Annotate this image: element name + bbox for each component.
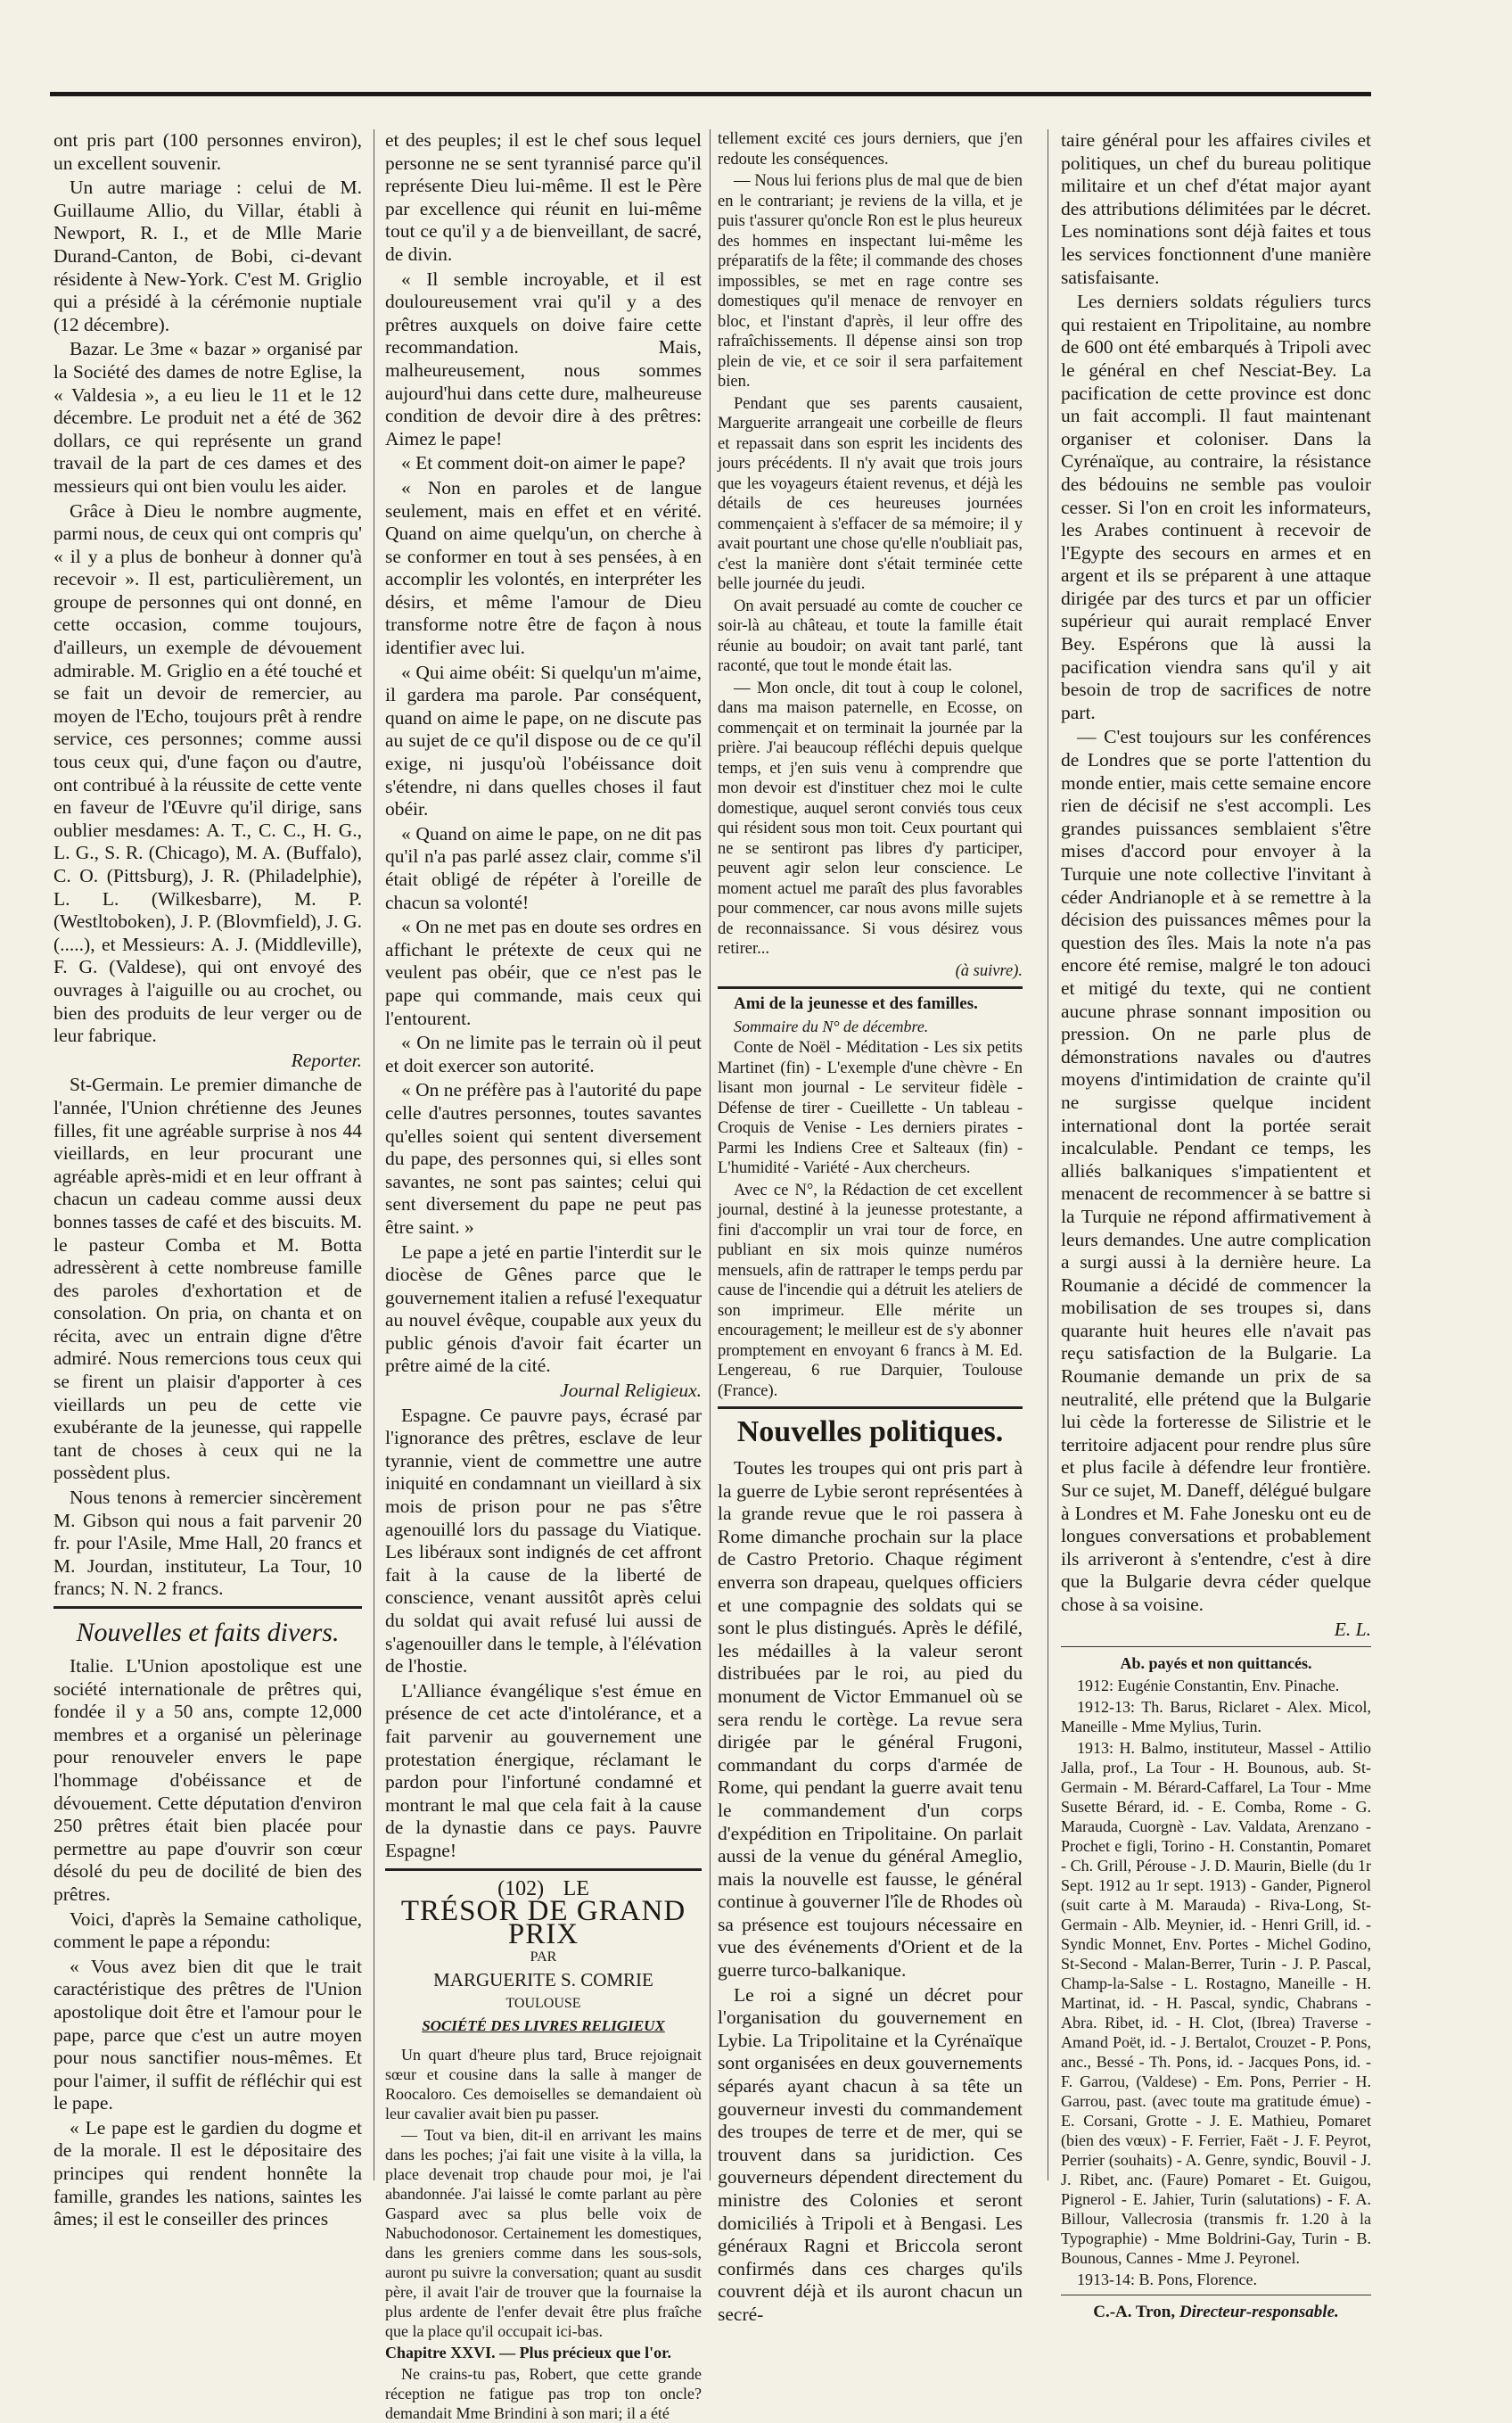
director-role: Directeur-responsable. xyxy=(1179,2302,1339,2321)
feuilleton-header xyxy=(385,1878,702,2038)
feuilleton-city: TOULOUSE xyxy=(505,1995,581,2011)
paragraph: Un quart d'heure plus tard, Bruce rejoignait sœur et cousine dans la salle à manger de Roocaloro. Ces demoiselles se demandaient où leur cavalier avait bien pu passer. xyxy=(385,2045,702,2122)
feuilleton-article: LE xyxy=(563,1876,589,1900)
column-4 xyxy=(1061,129,1371,2321)
feuilleton-number: (102) xyxy=(497,1876,545,1900)
paragraph: Pendant que ses parents causaient, Marguerite arrangeait une corbeille de fleurs et repassait dans son esprit les incidents des jours précédents. Il n'y avait que trois jours que les voyageurs étaient revenus, et déjà les détails de ces heureuses journées commençaient à s'effacer de sa mémoire; il y avait pourtant une chose qu'elle n'oubliait pas, c'est la manière dont s'était terminée cette belle journée du jeudi. xyxy=(718,394,1023,593)
source-credit: Journal Religieux. xyxy=(560,1380,702,1402)
paragraph: et des peuples; il est le chef sous lequel personne ne se sent tyrannisé parce qu'il représente Dieu lui-même. Il est le Père par excellence qui réunit en lui-même tout ce qu'il y a de bienveillant, de sacré, de divin. xyxy=(385,129,702,265)
paragraph: — C'est toujours sur les conférences de Londres que se porte l'attention du monde entier, mais cette semaine encore rien de décisif ne s'est accompli. Les grandes puissances semblaient s'être mises d'accord pour envoyer à la Turquie une note collective l'invitant à céder Andrianople et à se remettre à la décision des puissances mêmes pour la question des îles. Mais la note n'a pas encore été remise, malgré le ton adouci et mitigé du texte, qui ne contient aucune phrase sonnant imposition ou pression. On ne parle plus de démonstrations navales ou d'autres moyens d'intimidation de crainte qu'il ne surgisse quelque incident international dont la portée serait incalculable. Pendant ce temps, les alliés balkaniques s'impatientent et menacent de recommencer à se battre si la Turquie ne répond affirmativement à leurs demandes. Une autre complication a surgi aussi à la dernière heure. La Roumanie a décidé de commencer la mobilisation de ses troupes si, dans quarante huit heures elle n'avait pas reçu satisfaction de la Bulgarie. La Roumanie demande un prix de sa neutralité, elle prétend que la Bulgarie lui cède la forteresse de Silistrie et le territoire adjacent pour rendre plus sûre et plus facile à défendre leur frontière. Sur ce sujet, M. Daneff, délégué bulgare à Londres et M. Fahe Jonesku ont eu de longues conversations et probablement ils arriveront à s'entendre, c'est à dire que la Bulgarie devra céder quelque chose à sa voisine. xyxy=(1061,726,1371,1615)
continuation-note: (à suivre). xyxy=(955,961,1023,980)
paragraph: Conte de Noël - Méditation - Les six petits Martinet (fin) - L'exemple d'une chèvre - En lisant mon journal - Le serviteur fidèle - Défense de tirer - Cueillette - Un tableau - Croquis de Venise - Les derniers pirates - Parmi les Indiens Cree et Salteaux (fin) - L'humidité - Variété - Aux chercheurs. xyxy=(718,1039,1023,1177)
paragraph: « Quand on aime le pape, on ne dit pas qu'il n'a pas parlé assez clair, comme s'il était obligé de répéter à l'oreille de chacun sa volonté! xyxy=(385,822,702,913)
director-name: C.-A. Tron, xyxy=(1093,2302,1176,2321)
signature xyxy=(1061,2301,1371,2324)
feuilleton-title: TRÉSOR DE GRAND PRIX xyxy=(400,1895,686,1950)
column-divider xyxy=(710,129,711,2180)
paragraph: ont pris part (100 personnes environ), un excellent souvenir. xyxy=(53,129,362,174)
paragraph: tellement excité ces jours derniers, que j'en redoute les conséquences. xyxy=(718,130,1023,169)
paragraph: Ne crains-tu pas, Robert, que cette grande réception ne fatigue pas trop ton oncle? demandait Mme Brindini à son mari; il a été xyxy=(385,2364,702,2422)
section-title: Nouvelles politiques. xyxy=(736,1415,1004,1448)
subscription-line: 1912-13: Th. Barus, Riclaret - Alex. Micol, Maneille - Mme Mylius, Turin. xyxy=(1061,1697,1371,1735)
column-1 xyxy=(53,129,362,2230)
paragraph: « Le pape est le gardien du dogme et de la morale. Il est le dépositaire des principes qui rendent honnête la famille, grandes les nations, saintes les âmes; il est le conseiller des princes xyxy=(53,2116,362,2230)
section-rule xyxy=(53,1606,362,1609)
paragraph: Avec ce N°, la Rédaction de cet excellent journal, destiné à la jeunesse protestante, a fini d'accomplir un vrai tour de force, en publiant en six mois quinze numéros mensuels, afin de rattraper le temps perdu par cause de l'incendie qui a détruit les ateliers de son imprimeur. Elle mérite un encouragement; le meilleur est de s'y abonner promptement en envoyant 6 francs à M. Ed. Lengereau, 6 rue Darquier, Toulouse (France). xyxy=(718,1181,1023,1400)
section-rule xyxy=(718,986,1023,989)
paragraph: « Non en paroles et de langue seulement, mais en effet et en vérité. Quand on aime quelqu'un, on cherche à se conformer en tout à ses pensées, à en accomplir les volontés, en interpréter les désirs, et même l'amour de Dieu transforme notre être de façon à nous identifier avec lui. xyxy=(385,476,702,659)
paragraph: Un autre mariage : celui de M. Guillaume Allio, du Villar, établi à Newport, R. I., et de Mlle Marie Durand-Canton, de Bobi, ci-devant résidente à New-York. C'est M. Griglio qui a présidé à la cérémonie nuptiale (12 décembre). xyxy=(53,177,362,335)
paragraph: Bazar. Le 3me « bazar » organisé par la Société des dames de notre Eglise, la « Valdesia », a eu lieu le 11 et le 12 décembre. Le produit net a été de 362 dollars, ce qui représente un grand travail de la part de ces dames et des messieurs qui ont bien voulu les aider. xyxy=(53,338,362,497)
section-title: Nouvelles et faits divers. xyxy=(76,1618,340,1647)
column-2 xyxy=(385,129,702,2422)
paragraph: St-Germain. Le premier dimanche de l'année, l'Union chrétienne des Jeunes filles, fit une agréable surprise à nos 44 vieillards, en leur procurant une agréable après-midi et en leur offrant à chacun un cadeau comme aussi deux bonnes tasses de café et des biscuits. M. le pasteur Comba et M. Botta adressèrent à cette nombreuse famille des paroles d'exhortation et de consolation. On pria, on chanta et on récita, avec un entrain digne d'être admiré. Nous remercions tous ceux qui se firent un plaisir d'apporter à ces vieillards un peu de cette vie exubérante de la jeunesse, qui rappelle tant de choses à ceux qui ne la possèdent plus. xyxy=(53,1074,362,1484)
section-rule xyxy=(718,1406,1023,1409)
paragraph: Nous tenons à remercier sincèrement M. Gibson qui nous a fait parvenir 20 fr. pour l'Asile, Mme Hall, 20 francs et M. Jourdan, instituteur, La Tour, 10 francs; N. N. 2 francs. xyxy=(53,1487,362,1600)
paragraph: « Il semble incroyable, et il est douloureusement vrai qu'il y a des prêtres auxquels on doive faire cette recommandation. Mais, malheureusement, nous sommes aujourd'hui dans cette dure, malheureuse condition de devoir dire à des prêtres: Aimez le pape! xyxy=(385,268,702,449)
paragraph: L'Alliance évangélique s'est émue en présence de cet acte d'intolérance, et a fait parvenir au gouvernement une protestation énergique, réclamant le pardon pour l'infortuné condamné et montrant le mal que cela fait à la cause de la dynastie dans ce pays. Pauvre Espagne! xyxy=(385,1679,702,1861)
column-3 xyxy=(718,129,1023,2325)
feuilleton-society: SOCIÉTÉ DES LIVRES RELIGIEUX xyxy=(422,2017,665,2035)
paragraph: Le roi a signé un décret pour l'organisation du gouvernement en Lybie. La Tripolitaine et la Cyrénaïque sont organisées en deux gouvernements séparés ayant chacun à sa tête un gouverneur investi du commandement des troupes de terre et de mer, qui se trouvent dans sa juridiction. Ces gouverneurs dépendent directement du ministre des Colonies et seront domiciliés à Tripoli et à Bengasi. Les généraux Ragni et Briccola seront confirmés dans ces charges qu'ils couvrent déjà et ils auront chacun un secré- xyxy=(718,1983,1023,2325)
paragraph: Italie. L'Union apostolique est une société internationale de prêtres qui, fondée il y a 50 ans, compte 12,000 membres et a organisé un pèlerinage pour renouveler envers le pape l'hommage d'obéissance et de dévouement. Cette députation d'environ 250 prêtres était bien placée pour permettre au pape d'ouvrir son cœur désolé du peu de docilité de bien des prêtres. xyxy=(53,1655,362,1905)
ami-subtitle: Sommaire du N° de décembre. xyxy=(734,1017,929,1035)
paragraph: « On ne met pas en doute ses ordres en affichant le prétexte de ceux qui ne veulent pas obéir, que ce n'est pas le pape qui commande, mais ceux qui l'entourent. xyxy=(385,916,702,1029)
subscription-line: 1912: Eugénie Constantin, Env. Pinache. xyxy=(1077,1676,1340,1694)
paragraph: « Qui aime obéit: Si quelqu'un m'aime, il gardera ma parole. Par conséquent, quand on aime le pape, on ne discute pas au sujet de ce qu'il dispose ou de ce qu'il exige, ni jusqu'où l'obéissance doit s'étendre, ni dans quelles choses il faut obéir. xyxy=(385,661,702,820)
subscription-line: 1913: H. Balmo, instituteur, Massel - Attilio Jalla, prof., La Tour - H. Bounous, aub. St-Germain - M. Bérard-Caffarel, La Tour - Mme Susette Bérard, id. - E. Comba, Rome - G. Marauda, Cuorgnè - Lav. Valdata, Arenzano - Prochet e figli, Torino - H. Constantin, Pomaret - Ch. Grill, Pérouse - J. D. Maurin, Bielle (du 1r Sept. 1912 au 1r sept. 1913) - Gander, Pignerol (suit carte à M. Marauda) - Riva-Long, St-Germain - Alb. Meynier, id. - Henri Grill, id. - Syndic Monnet, Env. Portes - Michel Godino, St-Second - Malan-Berrer, Turin - J. P. Pascal, Champ-la-Salse - L. Rostagno, Maneille - H. Martinat, id. - H. Pascal, syndic, Chabrans - Abra. Ribet, id. - H. Clot, (Ibrea) Traverse - Amand Poët, id. - J. Bertalot, Crouzet - P. Pons, anc., Bessé - Th. Pons, id. - Jacques Pons, id. - F. Garrou, (Valdese) - Em. Pons, Perrier - H. Garrou, past. (avec toute ma gratitude émue) - E. Corsani, Grotte - J. E. Mathieu, Pomaret (bien des vœux) - F. Ferrier, Faët - J. F. Peyrot, Perrier (souhaits) - A. Genre, syndic, Bouvil - J. J. Ribet, anc. (Faure) Pomaret - Et. Guigou, Pignerol - E. Jahier, Turin (salutations) - F. A. Billour, Vallecrosia (transmis fr. 1.20 à la Typographie) - Mme Boldrini-Gay, Turin - B. Bounous, Cannes - Mme J. Peyronel. xyxy=(1061,1738,1371,2267)
section-rule xyxy=(1061,1646,1371,1647)
paragraph: « On ne préfère pas à l'autorité du pape celle d'autres personnes, toutes savantes qu'elles soient qui sentent diversement du pape, des personnes qui, si elles sont savantes, ne sont pas saintes; celui qui sent diversement du pape ne peut pas être saint. » xyxy=(385,1079,702,1238)
author-initials: E. L. xyxy=(1334,1618,1371,1640)
paragraph: — Tout va bien, dit-il en arrivant les mains dans les poches; j'ai fait une visite à la villa, la place devenait trop chaude pour moi, je l'ai abandonnée. J'ai laissé le comte parlant au père Gaspard avec sa plus belle voix de Nabuchodonosor. Certainement les domestiques, dans les greniers comme dans les sous-sols, auront pu suivre la conversation; quant au susdit père, il avait l'air de trouver que la fournaise la plus ardente de l'enfer devait être plus fraîche que la place qu'il occupait ici-bas. xyxy=(385,2125,702,2340)
paragraph: Les derniers soldats réguliers turcs qui restaient en Tripolitaine, au nombre de 600 ont été embarqués à Tripoli avec le général en chef Nesciat-Bey. La pacification de cette province est donc un fait accompli. Il faut maintenant organiser et coloniser. Dans la Cyrénaïque, au contraire, la résistance des bédouins ne semble pas vouloir cesser. Si l'on en croit les informateurs, les Arabes continuent à recevoir de l'Egypte des secours en armes et en argent et ils se préparent à une attaque dirigée par des turcs et par un officier supérieur qui aurait remplacé Enver Bey. Espérons que là aussi la pacification viendra sans qu'il y ait besoin de trop de sacrifices de notre part. xyxy=(1061,291,1371,723)
paragraph: — Nous lui ferions plus de mal que de bien en le contrariant; je reviens de la villa, et je puis t'assurer qu'oncle Ron est le plus heureux des hommes en inspectant lui-même les préparatifs de la fête; il commande des choses impossibles, se met en rage contre ses domestiques qu'il menace de renvoyer en bloc, et l'instant d'après, il leur offre des rafraîchissements. Il dépense ainsi son trop plein de vie, et ce soir il sera parfaitement bien. xyxy=(718,172,1023,391)
reporter-signature: Reporter. xyxy=(291,1049,362,1071)
feuilleton-rule xyxy=(385,1868,702,1871)
paragraph: On avait persuadé au comte de coucher ce soir-là au château, et toute la famille était réunie au boudoir; on avait tant parlé, tant raconté, que tout le monde était las. xyxy=(718,597,1023,675)
paragraph: — Mon oncle, dit tout à coup le colonel, dans ma maison paternelle, en Ecosse, on commençait et on terminait la journée par la prière. J'ai beaucoup réfléchi depuis quelque temps, et j'en suis venu à comprendre que mon devoir est d'instituer chez moi le culte domestique, auquel seront conviés tous ceux qui résident sous mon toit. Ceux pourtant qui ne se sentiront pas libres d'y participer, peuvent agir selon leur conscience. Le moment actuel me paraît des plus favorables pour commencer, car nous avons mille sujets de reconnaissance. Si vous désirez vous retirer... xyxy=(718,679,1023,958)
paragraph: Le pape a jeté en partie l'interdit sur le diocèse de Gênes parce que le gouvernement italien a refusé l'exequatur au nouvel évêque, coupable aux yeux du public génois d'avoir fait écarter un prêtre aimé de la cité. xyxy=(385,1240,702,1377)
top-rule xyxy=(50,92,1371,96)
paragraph: Espagne. Ce pauvre pays, écrasé par l'ignorance des prêtres, esclave de leur tyrannie, vient de commettre une autre iniquité en condamnant un vieillard à six mois de prison pour ne pas s'être agenouillé lors du passage du Viatique. Les libéraux sont indignés de cet affront fait à la cause de la liberté de conscience, venant aussitôt après celui du soldat qui avait refusé lui aussi de s'agenouiller dans le temple, à l'élévation de l'hostie. xyxy=(385,1404,702,1677)
chapter-heading: Chapitre XXVI. — Plus précieux que l'or. xyxy=(385,2343,672,2361)
subscription-line: 1913-14: B. Pons, Florence. xyxy=(1077,2270,1257,2288)
ami-title: Ami de la jeunesse et des familles. xyxy=(734,994,978,1013)
paragraph: Toutes les troupes qui ont pris part à la guerre de Lybie seront représentées à la grande revue que le roi passera à Rome dimanche prochain sur la place de Castro Pretorio. Chaque régiment enverra son drapeau, quelques officiers et une compagnie des soldats qui se sont le plus distingués. Après le défilé, les médailles à la valeur seront distribuées par le roi, au pied du monument de Victor Emmanuel où se sera rendu le cortège. La revue sera dirigée par le général Frugoni, commandant du corps d'armée de Rome, qui pendant la guerre avait tenu le commandement d'un corps d'expédition en Tripolitaine. On parlait aussi de la venue du général Ameglio, mais la nouvelle est fausse, le général continue à gouverner l'île de Rhodes où sa présence est toujours nécessaire en vue des événements d'Orient et de la guerre turco-balkanique. xyxy=(718,1457,1023,1982)
feuilleton-par: PAR xyxy=(530,1949,557,1966)
paragraph: « Et comment doit-on aimer le pape? xyxy=(401,452,686,474)
paragraph: Voici, d'après la Semaine catholique, comment le pape a répondu: xyxy=(53,1908,362,1953)
paragraph: taire général pour les affaires civiles et politiques, un chef du bureau politique militaire et un chef d'état major ayant des attributions délimitées par le décret. Les nominations sont déjà faites et tous les services fonctionnent d'une manière satisfaisante. xyxy=(1061,129,1371,288)
feuilleton-author: MARGUERITE S. COMRIE xyxy=(433,1968,653,1990)
paragraph: Grâce à Dieu le nombre augmente, parmi nous, de ceux qui ont compris qu' « il y a plus de bonheur à donner qu'à recevoir ». Il est, particulièrement, un groupe de personnes qui ont donné, en cette occasion, comme toujours, d'ailleurs, un exemple de dévouement admirable. M. Griglio en a été touché et se fait un devoir de remercier, au moyen de l'Echo, toujours prêt à rendre service, ces personnes; comme aussi tous ceux qui, d'une façon ou d'autre, ont contribué à la réussite de cette vente en faveur de l'Œuvre qu'il dirige, sans oublier mesdames: A. T., C. C., H. G., L. G., S. R. (Chicago), M. A. (Buffalo), C. O. (Pittsburg), J. R. (Philadelphie), L. L. (Wilkesbarre), M. P. (Westltoboken), J. P. (Blovmfield), J. G. (.....), et Messieurs: A. J. (Middleville), F. G. (Valdese), qui ont envoyé des ouvrages à l'aiguille ou au crochet, ou bien des produits de leur verger ou de leur fabrique. xyxy=(53,499,362,1047)
subscriptions-title: Ab. payés et non quittancés. xyxy=(1120,1654,1312,1673)
paragraph: « Vous avez bien dit que le trait caractéristique des prêtres de l'Union apostolique doit être et l'amour pour le pape, parce que c'est un autre moyen pour nous sanctifier nous-mêmes. Et pour l'aimer, il suffit de réfléchir qui est le pape. xyxy=(53,1955,362,2114)
paragraph: « On ne limite pas le terrain où il peut et doit exercer son autorité. xyxy=(385,1032,702,1076)
